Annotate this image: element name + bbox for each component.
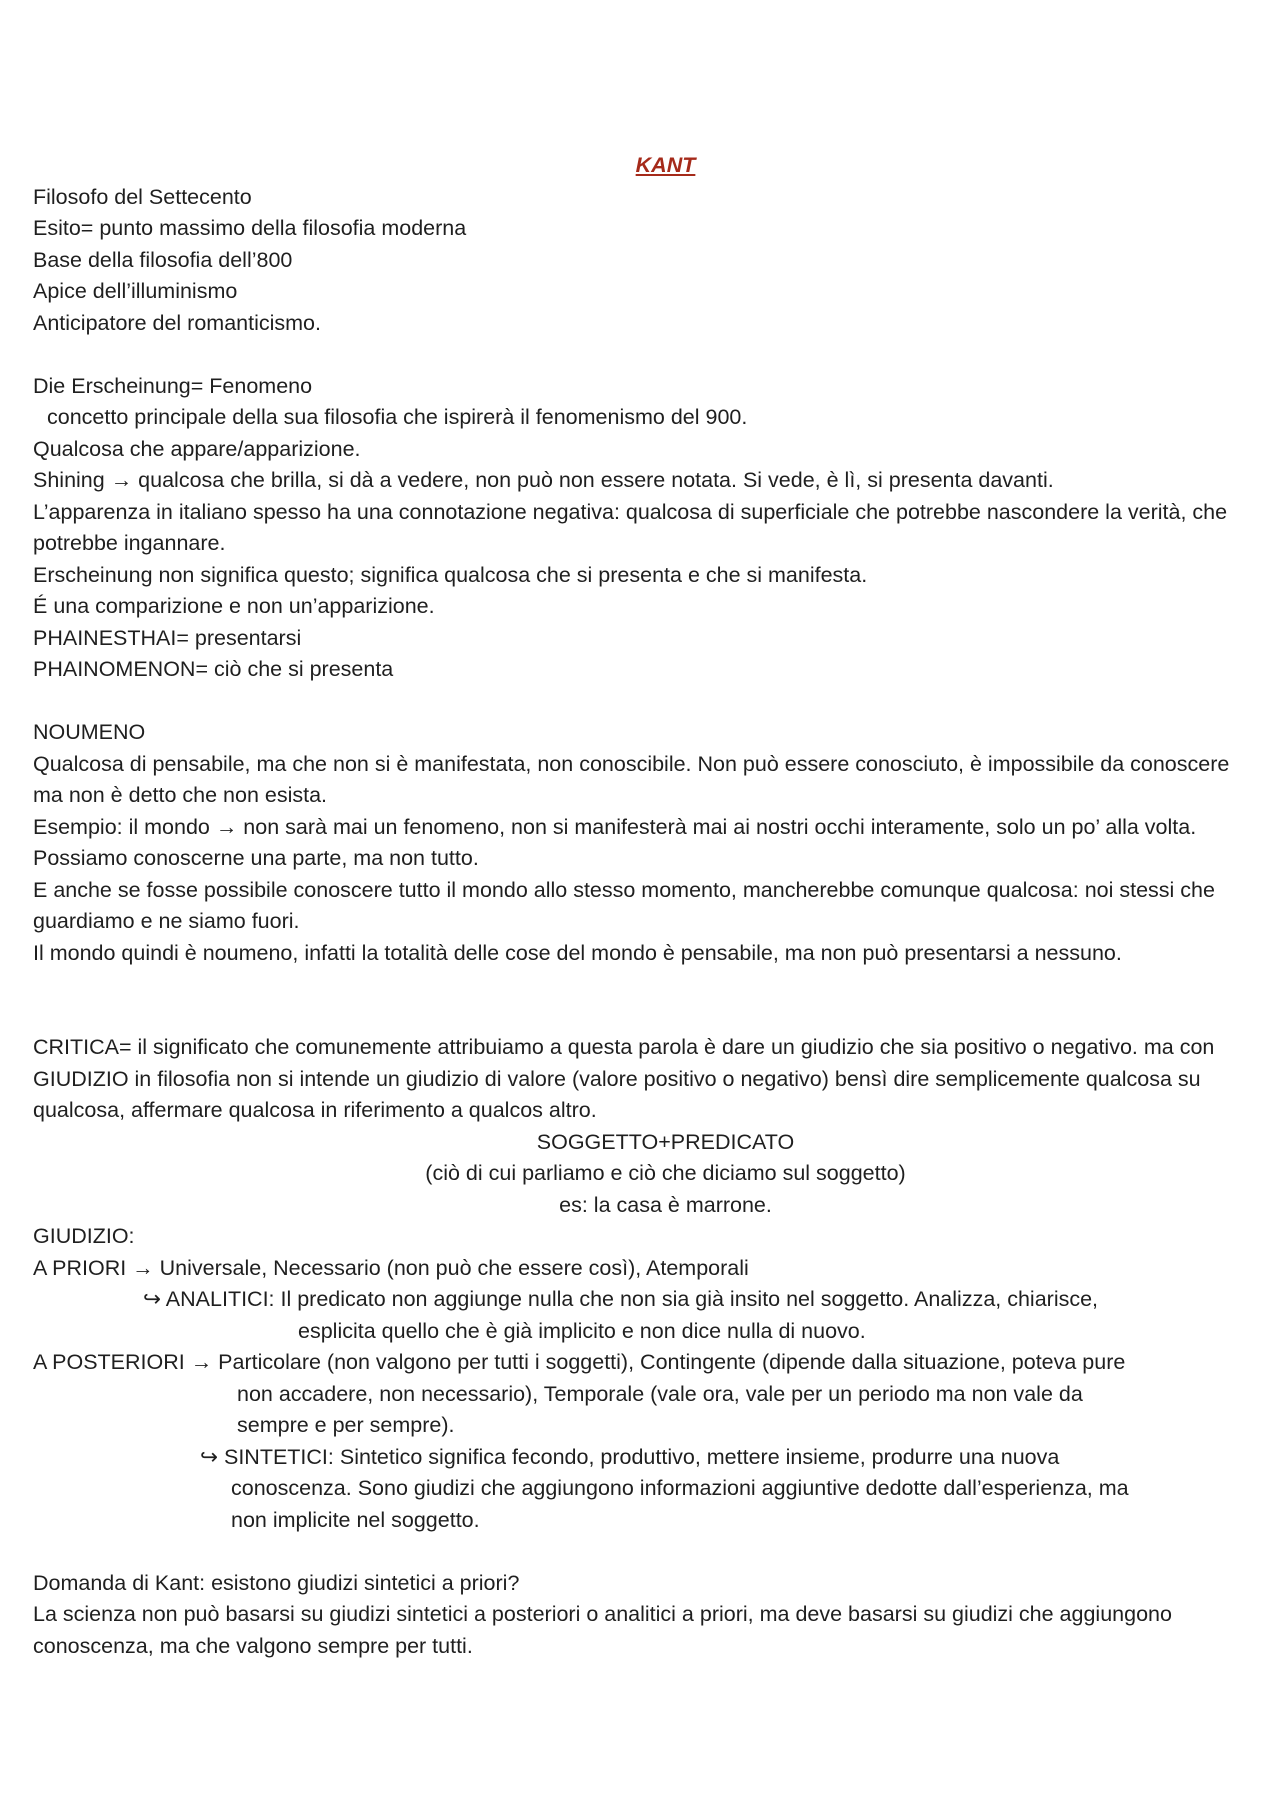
sintetici-line: non implicite nel soggetto. xyxy=(231,1507,480,1532)
sintetici-line: conoscenza. Sono giudizi che aggiungono informazioni aggiuntive dedotte dall’esperienza, ma xyxy=(231,1476,1129,1500)
a-posteriori-line: A POSTERIORI → Particolare (non valgono per tutti i soggetti), Contingente (dipende dalla situazione, poteva pure xyxy=(33,1350,1126,1374)
fenomeno-heading: Die Erscheinung= Fenomeno xyxy=(33,373,313,398)
analitici-line: esplicita quello che è già implicito e non dice nulla di nuovo. xyxy=(298,1318,866,1343)
critica-paragraph: CRITICA= il significato che comunemente attribuiamo a questa parola è dare un giudizio che sia positivo o negativo. ma con GIUDIZIO in filosofia non si intende un giudizio di valore (valore positivo o negativo) bensì dire semplicemente qualcosa su qualcosa, affermare qualcosa in riferimento a qualcos altro. xyxy=(33,1035,1221,1122)
a-priori-line: A PRIORI → Universale, Necessario (non può che essere così), Atemporali xyxy=(33,1255,749,1280)
fenomeno-line: Qualcosa che appare/apparizione. xyxy=(33,436,361,461)
intro-line: Esito= punto massimo della filosofia moderna xyxy=(33,216,467,240)
fenomeno-line: Shining → qualcosa che brilla, si dà a vedere, non può non essere notata. Si vede, è lì, si presenta davanti. xyxy=(33,468,1054,492)
intro-section xyxy=(33,182,1258,340)
fenomeno-subline: concetto principale della sua filosofia che ispirerà il fenomenismo del 900. xyxy=(47,405,748,429)
noumeno-line: E anche se fosse possibile conoscere tutto il mondo allo stesso momento, mancherebbe comunque qualcosa: noi stessi che guardiamo e ne siamo fuori. xyxy=(33,877,1221,933)
spacer xyxy=(33,339,1258,371)
fenomeno-line: PHAINOMENON= ciò che si presenta xyxy=(33,657,394,681)
domanda-section xyxy=(33,1568,1258,1663)
intro-line: Apice dell’illuminismo xyxy=(33,279,238,303)
giudizio-section xyxy=(33,1221,1258,1536)
sintetici-line: ↪ SINTETICI: Sintetico significa fecondo, produttivo, mettere insieme, produrre una nuova xyxy=(200,1444,1060,1469)
critica-center-line: SOGGETTO+PREDICATO xyxy=(536,1129,795,1154)
intro-line: Base della filosofia dell’800 xyxy=(33,247,293,272)
fenomeno-line: Erscheinung non significa questo; significa qualcosa che si presenta e che si manifesta. xyxy=(33,562,868,587)
critica-center-line: es: la casa è marrone. xyxy=(559,1192,772,1217)
a-posteriori-line: sempre e per sempre). xyxy=(237,1413,455,1437)
noumeno-line: Esempio: il mondo → non sarà mai un fenomeno, non si manifesterà mai ai nostri occhi interamente, solo un po’ alla volta. Possiamo conoscerne una parte, ma non tutto. xyxy=(33,814,1203,870)
noumeno-heading: NOUMENO xyxy=(33,720,146,744)
intro-line: Filosofo del Settecento xyxy=(33,184,252,209)
fenomeno-line: É una comparizione e non un’apparizione. xyxy=(33,594,435,618)
intro-line: Anticipatore del romanticismo. xyxy=(33,310,321,335)
noumeno-section xyxy=(33,717,1258,969)
fenomeno-section xyxy=(33,371,1258,686)
page-title: KANT xyxy=(635,153,696,177)
critica-center-line: (ciò di cui parliamo e ciò che diciamo sul soggetto) xyxy=(425,1161,906,1185)
spacer xyxy=(33,969,1258,1032)
fenomeno-line: PHAINESTHAI= presentarsi xyxy=(33,625,302,650)
spacer xyxy=(33,1536,1258,1568)
spacer xyxy=(33,686,1258,718)
a-posteriori-line: non accadere, non necessario), Temporale (vale ora, vale per un periodo ma non vale da xyxy=(237,1381,1083,1406)
document-page xyxy=(33,150,1258,1662)
noumeno-line: Il mondo quindi è noumeno, infatti la totalità delle cose del mondo è pensabile, ma non può presentarsi a nessuno. xyxy=(33,940,1122,965)
analitici-line: ↪ ANALITICI: Il predicato non aggiunge nulla che non sia già insito nel soggetto. Analizza, chiarisce, xyxy=(143,1287,1099,1311)
fenomeno-line: L’apparenza in italiano spesso ha una connotazione negativa: qualcosa di superficiale che potrebbe nascondere la verità, che potrebbe ingannare. xyxy=(33,499,1234,555)
critica-section xyxy=(33,1032,1258,1221)
domanda-answer: La scienza non può basarsi su giudizi sintetici a posteriori o analitici a priori, ma deve basarsi su giudizi che aggiungono conoscenza, ma che valgono sempre per tutti. xyxy=(33,1602,1178,1658)
noumeno-line: Qualcosa di pensabile, ma che non si è manifestata, non conoscibile. Non può essere conosciuto, è impossibile da conoscere ma non è detto che non esista. xyxy=(33,751,1236,807)
giudizio-heading: GIUDIZIO: xyxy=(33,1224,135,1248)
domanda-question: Domanda di Kant: esistono giudizi sintetici a priori? xyxy=(33,1570,520,1595)
